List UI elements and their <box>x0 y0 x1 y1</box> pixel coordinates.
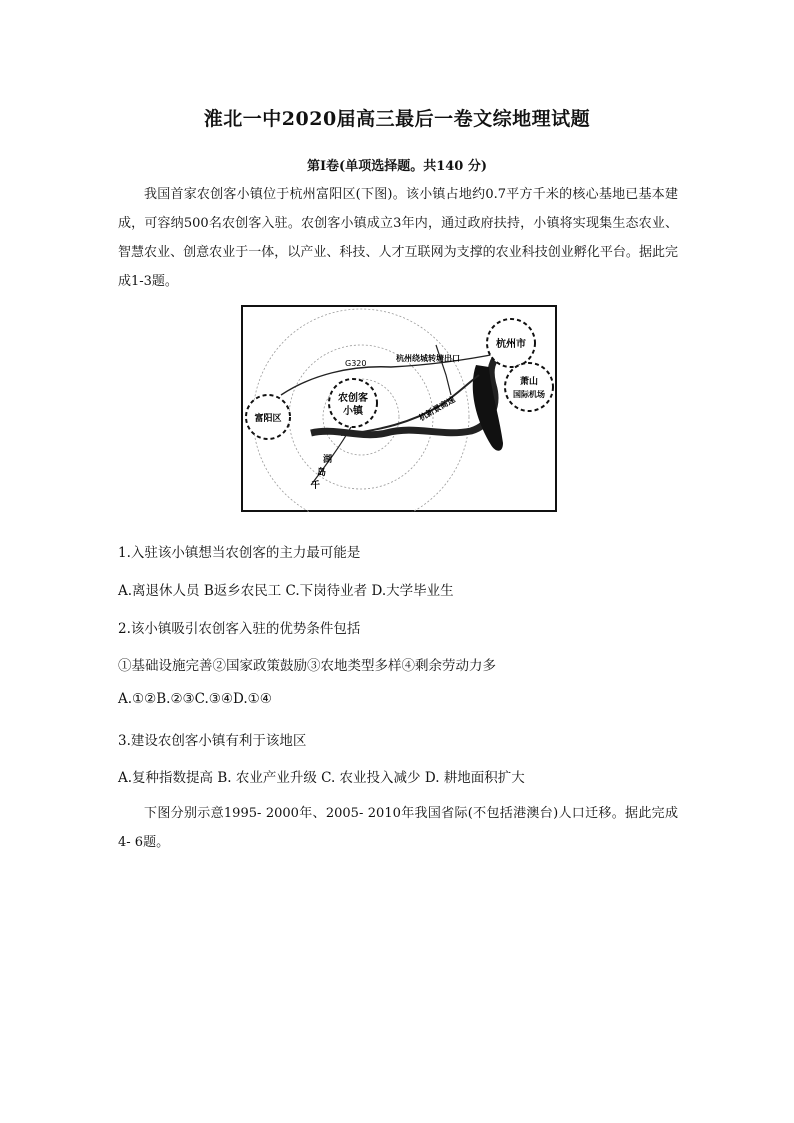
question-1-options: A.离退休人员 B返乡农民工 C.下岗待业者 D.大学毕业生 <box>118 583 454 599</box>
intro-paragraph: 我国首家农创客小镇位于杭州富阳区(下图)。该小镇占地约0.7平方千米的核心基地已基本建成，可容纳500名农创客入驻。农创客小镇成立3年内，通过政府扶持，小镇将实现集生态农业、智慧农业、创意农业于一体，以产业、科技、人才互联网为支撑的农业科技创业孵化平台。据此完成1-3题。 <box>118 187 678 289</box>
outro-paragraph: 下图分别示意1995- 2000年、2005- 2010年我国省际(不包括港澳台)人口迁移。据此完成4- 6题。 <box>118 806 678 850</box>
label-fuyang: 富阳区 <box>254 414 282 424</box>
label-hangzhou: 杭州市 <box>496 339 526 350</box>
page-title: 淮北一中2020届高三最后一卷文综地理试题 <box>203 108 591 130</box>
label-xiaoshan: 萧山 <box>519 377 539 387</box>
section-heading: 第Ⅰ卷(单项选择题。共140 分) <box>306 159 488 174</box>
question-2-options: A.①②B.②③C.③④D.①④ <box>118 691 272 707</box>
label-exit: 杭州绕城转塘出口 <box>396 354 460 363</box>
label-airport: 国际机场 <box>513 390 545 399</box>
label-town-2: 小镇 <box>343 406 363 417</box>
label-qiandao-3: 湖 <box>323 455 333 465</box>
question-3: 3.建设农创客小镇有利于该地区 <box>118 733 307 749</box>
xiaoshan-circle <box>505 363 553 411</box>
label-expressway: 杭新景高速 <box>417 394 457 423</box>
label-town-1: 农创客 <box>338 393 368 404</box>
label-g320: G320 <box>345 359 367 368</box>
question-1: 1.入驻该小镇想当农创客的主力最可能是 <box>118 545 361 561</box>
location-map <box>241 305 557 512</box>
question-2: 2.该小镇吸引农创客入驻的优势条件包括 <box>118 621 361 637</box>
question-3-options: A.复种指数提高 B. 农业产业升级 C. 农业投入减少 D. 耕地面积扩大 <box>118 770 525 786</box>
label-qiandao-1: 千 <box>311 481 321 491</box>
question-2-statements: ①基础设施完善②国家政策鼓励③农地类型多样④剩余劳动力多 <box>118 658 496 674</box>
label-qiandao-2: 岛 <box>317 468 327 478</box>
